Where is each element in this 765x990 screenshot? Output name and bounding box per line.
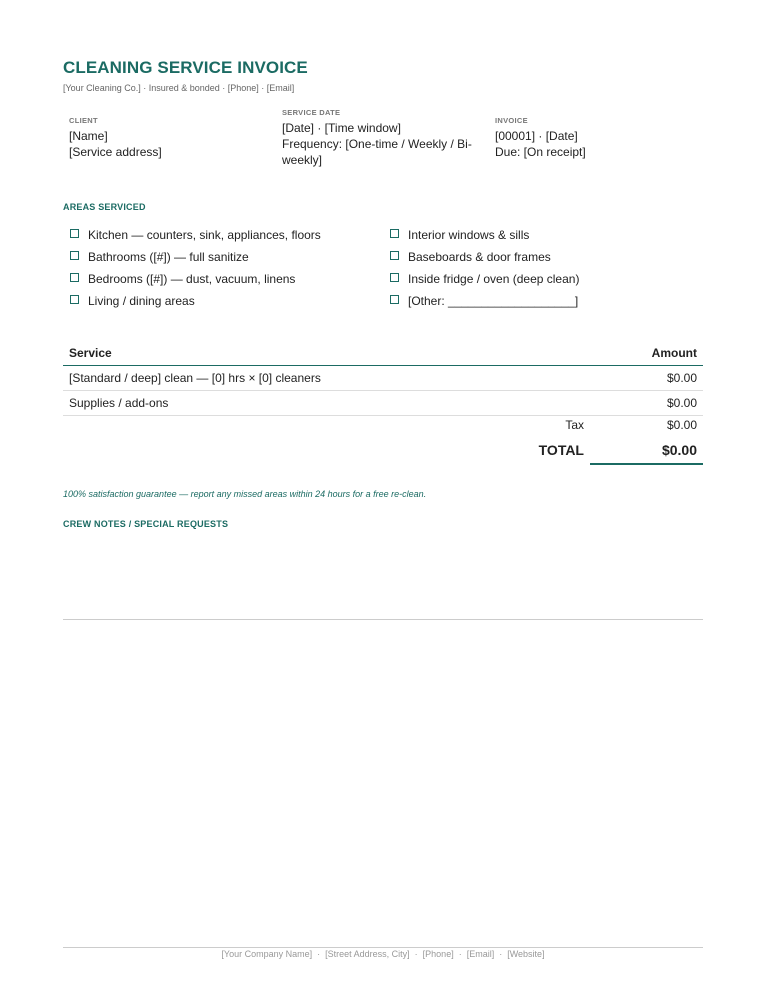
checkbox-icon[interactable] — [390, 273, 399, 282]
invoice-title: CLEANING SERVICE INVOICE — [63, 58, 308, 77]
invoice-page — [63, 0, 703, 990]
total-label: TOTAL — [538, 442, 584, 458]
checklist-item[interactable] — [390, 268, 690, 290]
tax-label: Tax — [565, 418, 584, 432]
checklist-left-column — [70, 224, 370, 312]
footer-separator: · — [317, 949, 321, 959]
footer-company: [Your Company Name] — [221, 949, 313, 959]
checklist-item-label: Bedrooms ([#]) — dust, vacuum, linens — [88, 272, 296, 286]
client-address: [Service address] — [69, 145, 162, 159]
amount-column-header: Amount — [589, 343, 703, 366]
table-header-row — [63, 343, 703, 366]
amount-cell: $0.00 — [589, 366, 703, 391]
client-block — [69, 116, 269, 160]
tax-value: $0.00 — [666, 418, 697, 432]
checkbox-icon[interactable] — [70, 295, 79, 304]
service-cell: [Standard / deep] clean — [0] hrs × [0] cleaners — [63, 366, 589, 391]
checklist-item-label: Kitchen — counters, sink, appliances, floors — [88, 228, 321, 242]
tax-row — [63, 417, 703, 435]
table-row — [63, 391, 703, 416]
notes-heading: CREW NOTES / SPECIAL REQUESTS — [63, 519, 229, 529]
footer-email: [Email] — [466, 949, 495, 959]
company-subtitle: [Your Cleaning Co.] · Insured & bonded · [Phone] · [Email] — [63, 83, 295, 93]
table-row — [63, 366, 703, 391]
checkbox-icon[interactable] — [70, 273, 79, 282]
footer-website: [Website] — [507, 949, 545, 959]
checklist-item[interactable] — [390, 224, 690, 246]
client-label: CLIENT — [69, 116, 98, 125]
checklist-item-label: Inside fridge / oven (deep clean) — [408, 272, 580, 286]
checkbox-icon[interactable] — [70, 251, 79, 260]
service-frequency: Frequency: [One-time / Weekly / Bi-weekly] — [282, 137, 472, 167]
areas-heading: AREAS SERVICED — [63, 202, 146, 212]
checklist-item[interactable] — [390, 290, 690, 312]
invoice-label: INVOICE — [495, 116, 528, 125]
footer-address: [Street Address, City] — [325, 949, 410, 959]
checklist-item-label: Baseboards & door frames — [408, 250, 551, 264]
service-cell: Supplies / add-ons — [63, 391, 589, 416]
checkbox-icon[interactable] — [70, 229, 79, 238]
checkbox-icon[interactable] — [390, 229, 399, 238]
checkbox-icon[interactable] — [390, 295, 399, 304]
checklist-item-label: [Other: ___________________] — [408, 294, 579, 308]
footer-phone: [Phone] — [422, 949, 454, 959]
checklist-item[interactable] — [70, 290, 370, 312]
crew-notes-area[interactable] — [63, 535, 703, 620]
invoice-number-date: [00001] · [Date] — [495, 129, 578, 143]
service-date-block — [282, 108, 487, 168]
amount-cell: $0.00 — [589, 391, 703, 416]
checkbox-icon[interactable] — [390, 251, 399, 260]
checklist-item[interactable] — [70, 246, 370, 268]
checklist-item[interactable] — [70, 268, 370, 290]
checklist-right-column — [390, 224, 690, 312]
total-underline — [590, 463, 703, 465]
invoice-info-block — [495, 116, 695, 160]
total-value: $0.00 — [661, 442, 697, 458]
services-table — [63, 343, 703, 416]
service-column-header: Service — [63, 343, 589, 366]
checklist-item-label: Interior windows & sills — [408, 228, 530, 242]
guarantee-note: 100% satisfaction guarantee — report any missed areas within 24 hours for a free re-clean. — [63, 489, 427, 499]
footer-separator: · — [414, 949, 418, 959]
checklist-item[interactable] — [70, 224, 370, 246]
invoice-due: Due: [On receipt] — [495, 145, 586, 159]
checklist-item[interactable] — [390, 246, 690, 268]
service-date-value: [Date] · [Time window] — [282, 121, 401, 135]
client-name: [Name] — [69, 129, 108, 143]
checklist-item-label: Bathrooms ([#]) — full sanitize — [88, 250, 249, 264]
page-footer — [63, 947, 703, 960]
checklist-item-label: Living / dining areas — [88, 294, 195, 308]
total-row — [63, 440, 703, 464]
service-date-label: SERVICE DATE — [282, 108, 341, 117]
footer-separator: · — [458, 949, 462, 959]
footer-separator: · — [499, 949, 503, 959]
